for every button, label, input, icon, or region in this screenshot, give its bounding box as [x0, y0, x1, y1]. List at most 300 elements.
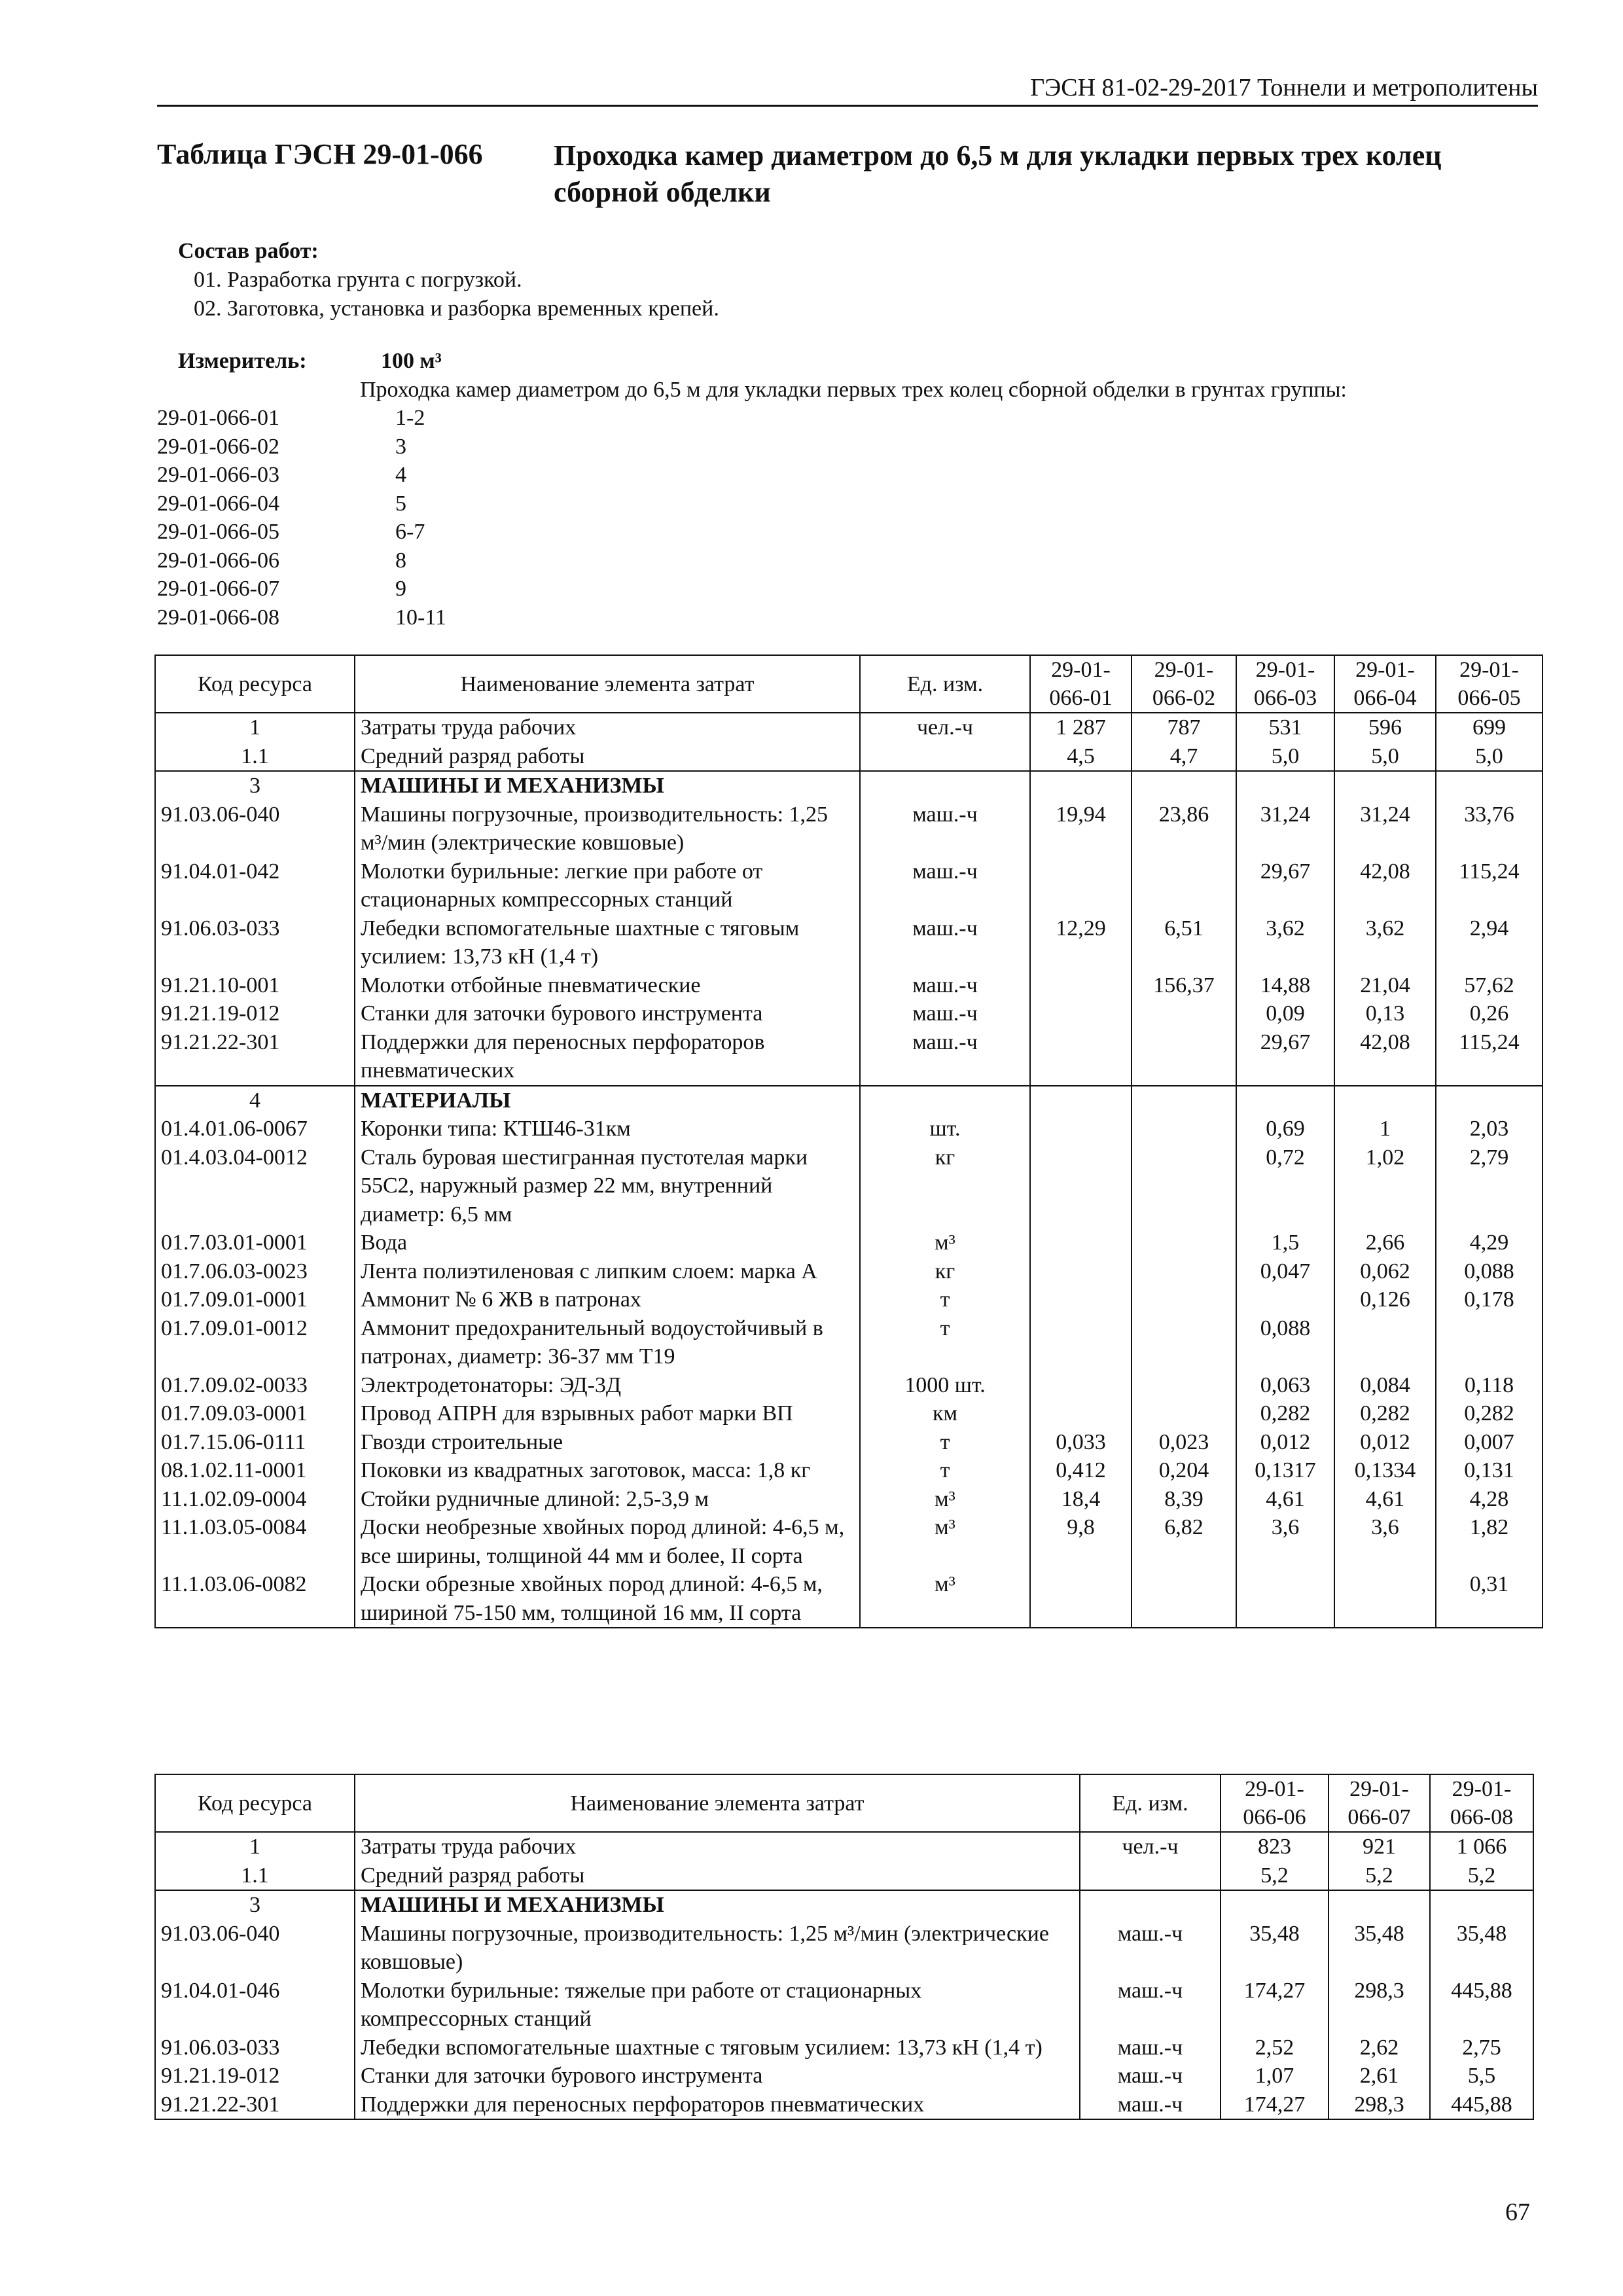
resource-code: 91.03.06-040	[155, 800, 355, 857]
header-resource-code: Код ресурса	[155, 655, 355, 713]
value-cell: 3,6	[1334, 1513, 1436, 1570]
cost-element-name: Поковки из квадратных заготовок, масса: 1,8 кг	[355, 1456, 860, 1485]
resources-table-1	[154, 655, 1543, 1628]
value-cell	[1132, 1314, 1236, 1371]
unit-cell: шт.	[860, 1115, 1030, 1143]
soil-group: 1-2	[395, 406, 425, 430]
value-cell: 1 287	[1030, 713, 1132, 742]
value-cell	[1236, 1086, 1334, 1115]
cost-element-name: Вода	[355, 1229, 860, 1257]
measure-description: Проходка камер диаметром до 6,5 м для укладки первых трех колец сборной обделки в грунтах группы:	[360, 377, 1347, 402]
resource-code: 01.4.03.04-0012	[155, 1143, 355, 1229]
section-row	[155, 1832, 1533, 1861]
table-row	[155, 1399, 1543, 1428]
value-cell: 33,76	[1436, 800, 1543, 857]
value-cell: 3,6	[1236, 1513, 1334, 1570]
value-cell	[1030, 1086, 1132, 1115]
unit-cell: т	[860, 1456, 1030, 1485]
cost-element-name: Затраты труда рабочих	[355, 1832, 1080, 1861]
value-cell: 0,204	[1132, 1456, 1236, 1485]
unit-cell: маш.-ч	[860, 914, 1030, 971]
table-row	[155, 1229, 1543, 1257]
cost-element-name: Поддержки для переносных перфораторов пневматических	[355, 1028, 860, 1086]
table-row	[155, 1028, 1543, 1086]
soil-group: 3	[395, 434, 406, 459]
resource-code: 1	[155, 713, 355, 742]
norm-code: 29-01-066-04	[157, 491, 279, 516]
table-row	[155, 1977, 1533, 2034]
value-cell: 3,62	[1236, 914, 1334, 971]
value-cell	[1030, 1371, 1132, 1400]
value-cell: 445,88	[1430, 1977, 1533, 2034]
value-cell	[1132, 1229, 1236, 1257]
measure-unit: 100 м³	[381, 349, 442, 373]
cost-element-name: Молотки отбойные пневматические	[355, 971, 860, 1000]
value-cell: 0,088	[1236, 1314, 1334, 1371]
table-row	[155, 1428, 1543, 1457]
resource-code: 91.21.19-012	[155, 2062, 355, 2090]
table-row	[155, 1920, 1533, 1977]
value-cell	[1236, 1570, 1334, 1628]
resource-code: 91.04.01-042	[155, 857, 355, 914]
value-cell: 35,48	[1430, 1920, 1533, 1977]
measure-label: Измеритель:	[178, 349, 307, 373]
cost-element-name: МАШИНЫ И МЕХАНИЗМЫ	[355, 771, 860, 800]
norm-code: 29-01-066-08	[157, 605, 279, 630]
value-cell	[1030, 971, 1132, 1000]
cost-element-name: Средний разряд работы	[355, 742, 860, 772]
value-cell: 2,52	[1221, 2034, 1329, 2062]
table-row	[155, 857, 1543, 914]
resource-code: 4	[155, 1086, 355, 1115]
value-cell: 0,088	[1436, 1257, 1543, 1286]
resource-code: 11.1.03.05-0084	[155, 1513, 355, 1570]
value-cell: 0,178	[1436, 1285, 1543, 1314]
value-cell: 596	[1334, 713, 1436, 742]
resource-code: 3	[155, 1890, 355, 1920]
value-cell: 787	[1132, 713, 1236, 742]
value-cell: 0,72	[1236, 1143, 1334, 1229]
resource-code: 08.1.02.11-0001	[155, 1456, 355, 1485]
cost-element-name: Средний разряд работы	[355, 1861, 1080, 1891]
value-cell: 0,007	[1436, 1428, 1543, 1457]
value-cell: 29,67	[1236, 857, 1334, 914]
unit-cell	[860, 771, 1030, 800]
value-cell	[1030, 1143, 1132, 1229]
value-cell: 1	[1334, 1115, 1436, 1143]
value-cell: 1,5	[1236, 1229, 1334, 1257]
header-norm-code: 29-01-066-02	[1132, 655, 1236, 713]
value-cell: 1,02	[1334, 1143, 1436, 1229]
resource-code: 01.7.09.02-0033	[155, 1371, 355, 1400]
norm-code: 29-01-066-02	[157, 434, 279, 459]
value-cell	[1030, 857, 1132, 914]
resource-code: 91.21.22-301	[155, 2090, 355, 2120]
cost-element-name: Стойки рудничные длиной: 2,5-3,9 м	[355, 1485, 860, 1514]
value-cell	[1132, 1371, 1236, 1400]
value-cell	[1132, 1028, 1236, 1086]
value-cell: 0,412	[1030, 1456, 1132, 1485]
table-row	[155, 1285, 1543, 1314]
value-cell: 4,5	[1030, 742, 1132, 772]
cost-element-name: Станки для заточки бурового инструмента	[355, 2062, 1080, 2090]
unit-cell: т	[860, 1428, 1030, 1457]
value-cell: 0,69	[1236, 1115, 1334, 1143]
value-cell: 115,24	[1436, 857, 1543, 914]
cost-element-name: Машины погрузочные, производительность: 1,25 м³/мин (электрические ковшовые)	[355, 1920, 1080, 1977]
value-cell	[1132, 1285, 1236, 1314]
value-cell: 0,084	[1334, 1371, 1436, 1400]
resource-code: 11.1.03.06-0082	[155, 1570, 355, 1628]
table-row	[155, 2034, 1533, 2062]
table-row	[155, 2090, 1533, 2120]
table-row	[155, 971, 1543, 1000]
value-cell: 4,29	[1436, 1229, 1543, 1257]
cost-element-name: Молотки бурильные: тяжелые при работе от стационарных компрессорных станций	[355, 1977, 1080, 2034]
header-norm-code: 29-01-066-06	[1221, 1774, 1329, 1832]
value-cell	[1132, 999, 1236, 1028]
unit-cell	[1080, 1890, 1221, 1920]
cost-element-name: Коронки типа: КТШ46-31км	[355, 1115, 860, 1143]
resource-code: 01.7.03.01-0001	[155, 1229, 355, 1257]
table-number: Таблица ГЭСН 29-01-066	[157, 138, 483, 170]
value-cell: 42,08	[1334, 1028, 1436, 1086]
cost-element-name: Станки для заточки бурового инструмента	[355, 999, 860, 1028]
value-cell: 14,88	[1236, 971, 1334, 1000]
unit-cell: маш.-ч	[1080, 1920, 1221, 1977]
cost-element-name: Доски необрезные хвойных пород длиной: 4-6,5 м, все ширины, толщиной 44 мм и более, II сорта	[355, 1513, 860, 1570]
value-cell	[1132, 1115, 1236, 1143]
value-cell: 31,24	[1334, 800, 1436, 857]
norm-row	[157, 547, 1538, 575]
value-cell	[1329, 1890, 1430, 1920]
value-cell	[1132, 1257, 1236, 1286]
value-cell	[1030, 999, 1132, 1028]
value-cell: 0,033	[1030, 1428, 1132, 1457]
value-cell: 21,04	[1334, 971, 1436, 1000]
value-cell: 5,2	[1221, 1861, 1329, 1891]
header-cost-element: Наименование элемента затрат	[355, 1774, 1080, 1832]
section-row	[155, 713, 1543, 742]
unit-cell: км	[860, 1399, 1030, 1428]
unit-cell: м³	[860, 1485, 1030, 1514]
value-cell	[1132, 1399, 1236, 1428]
value-cell: 5,5	[1430, 2062, 1533, 2090]
soil-group: 5	[395, 491, 406, 516]
value-cell: 115,24	[1436, 1028, 1543, 1086]
header-norm-code: 29-01-066-01	[1030, 655, 1132, 713]
value-cell: 5,0	[1334, 742, 1436, 772]
value-cell: 0,047	[1236, 1257, 1334, 1286]
table-row	[155, 1371, 1543, 1400]
section-row	[155, 1861, 1533, 1891]
section-row	[155, 1086, 1543, 1115]
section-row	[155, 771, 1543, 800]
value-cell: 0,023	[1132, 1428, 1236, 1457]
section-row	[155, 1890, 1533, 1920]
cost-element-name: Поддержки для переносных перфораторов пневматических	[355, 2090, 1080, 2120]
cost-element-name: МАТЕРИАЛЫ	[355, 1086, 860, 1115]
cost-element-name: Затраты труда рабочих	[355, 713, 860, 742]
resources-table-2	[154, 1774, 1534, 2120]
resource-code: 3	[155, 771, 355, 800]
norm-code: 29-01-066-07	[157, 577, 279, 601]
table-row	[155, 1485, 1543, 1514]
unit-cell: маш.-ч	[860, 971, 1030, 1000]
value-cell: 4,28	[1436, 1485, 1543, 1514]
value-cell	[1030, 1314, 1132, 1371]
value-cell	[1030, 1115, 1132, 1143]
value-cell	[1132, 1086, 1236, 1115]
value-cell: 2,62	[1329, 2034, 1430, 2062]
norm-row	[157, 433, 1538, 461]
table-row	[155, 1115, 1543, 1143]
cost-element-name: Молотки бурильные: легкие при работе от стационарных компрессорных станций	[355, 857, 860, 914]
unit-cell: маш.-ч	[1080, 2062, 1221, 2090]
unit-cell: м³	[860, 1513, 1030, 1570]
unit-cell: т	[860, 1314, 1030, 1371]
value-cell: 0,26	[1436, 999, 1543, 1028]
resource-code: 11.1.02.09-0004	[155, 1485, 355, 1514]
value-cell	[1236, 771, 1334, 800]
measure-block	[157, 347, 1538, 632]
value-cell	[1132, 1143, 1236, 1229]
norm-code: 29-01-066-06	[157, 548, 279, 573]
resource-code: 91.03.06-040	[155, 1920, 355, 1977]
value-cell	[1030, 1570, 1132, 1628]
value-cell: 0,1334	[1334, 1456, 1436, 1485]
value-cell: 1,07	[1221, 2062, 1329, 2090]
resource-code: 01.7.15.06-0111	[155, 1428, 355, 1457]
value-cell: 18,4	[1030, 1485, 1132, 1514]
soil-group: 10-11	[395, 605, 447, 630]
value-cell: 0,282	[1236, 1399, 1334, 1428]
value-cell: 2,61	[1329, 2062, 1430, 2090]
value-cell	[1030, 1257, 1132, 1286]
value-cell: 31,24	[1236, 800, 1334, 857]
unit-cell: маш.-ч	[860, 800, 1030, 857]
value-cell: 2,66	[1334, 1229, 1436, 1257]
norm-row	[157, 575, 1538, 603]
table-row	[155, 2062, 1533, 2090]
resource-code: 91.21.19-012	[155, 999, 355, 1028]
value-cell: 2,94	[1436, 914, 1543, 971]
unit-cell: маш.-ч	[1080, 1977, 1221, 2034]
value-cell: 42,08	[1334, 857, 1436, 914]
resource-code: 91.06.03-033	[155, 2034, 355, 2062]
value-cell: 298,3	[1329, 2090, 1430, 2120]
value-cell: 35,48	[1329, 1920, 1430, 1977]
unit-cell: 1000 шт.	[860, 1371, 1030, 1400]
value-cell: 0,131	[1436, 1456, 1543, 1485]
value-cell: 57,62	[1436, 971, 1543, 1000]
unit-cell: кг	[860, 1143, 1030, 1229]
value-cell	[1030, 1285, 1132, 1314]
value-cell: 1 066	[1430, 1832, 1533, 1861]
norm-row	[157, 490, 1538, 518]
norm-row	[157, 461, 1538, 490]
table-row	[155, 1314, 1543, 1371]
norm-code: 29-01-066-03	[157, 463, 279, 487]
value-cell: 2,79	[1436, 1143, 1543, 1229]
header-norm-code: 29-01-066-05	[1436, 655, 1543, 713]
value-cell: 5,2	[1329, 1861, 1430, 1891]
table-row	[155, 1143, 1543, 1229]
table-row	[155, 999, 1543, 1028]
cost-element-name: Провод АПРН для взрывных работ марки ВП	[355, 1399, 860, 1428]
resource-code: 91.21.22-301	[155, 1028, 355, 1086]
table-row	[155, 1570, 1543, 1628]
header-cost-element: Наименование элемента затрат	[355, 655, 860, 713]
value-cell: 2,03	[1436, 1115, 1543, 1143]
work-item: 02. Заготовка, установка и разборка временных крепей.	[194, 296, 719, 321]
value-cell: 35,48	[1221, 1920, 1329, 1977]
value-cell: 0,118	[1436, 1371, 1543, 1400]
norm-row	[157, 404, 1538, 433]
value-cell: 0,063	[1236, 1371, 1334, 1400]
unit-cell: чел.-ч	[860, 713, 1030, 742]
table-row	[155, 800, 1543, 857]
resource-code: 91.04.01-046	[155, 1977, 355, 2034]
header-norm-code: 29-01-066-08	[1430, 1774, 1533, 1832]
value-cell	[1334, 1314, 1436, 1371]
value-cell	[1132, 771, 1236, 800]
cost-element-name: Аммонит № 6 ЖВ в патронах	[355, 1285, 860, 1314]
value-cell: 298,3	[1329, 1977, 1430, 2034]
value-cell: 4,61	[1236, 1485, 1334, 1514]
cost-element-name: Лента полиэтиленовая с липким слоем: марка А	[355, 1257, 860, 1286]
value-cell: 19,94	[1030, 800, 1132, 857]
resource-code: 01.7.09.03-0001	[155, 1399, 355, 1428]
work-item: 01. Разработка грунта с погрузкой.	[194, 268, 522, 292]
value-cell: 445,88	[1430, 2090, 1533, 2120]
value-cell: 9,8	[1030, 1513, 1132, 1570]
header-norm-code: 29-01-066-04	[1334, 655, 1436, 713]
table-row	[155, 1257, 1543, 1286]
unit-cell	[1080, 1861, 1221, 1891]
value-cell	[1436, 1086, 1543, 1115]
unit-cell: маш.-ч	[1080, 2034, 1221, 2062]
resource-code: 1.1	[155, 1861, 355, 1891]
norm-list	[157, 404, 1538, 632]
resource-code: 01.7.06.03-0023	[155, 1257, 355, 1286]
value-cell: 699	[1436, 713, 1543, 742]
work-composition-heading: Состав работ:	[178, 239, 319, 263]
table-row	[155, 1513, 1543, 1570]
value-cell	[1436, 1314, 1543, 1371]
unit-cell: м³	[860, 1570, 1030, 1628]
cost-element-name: Доски обрезные хвойных пород длиной: 4-6,5 м, шириной 75-150 мм, толщиной 16 мм, II сорта	[355, 1570, 860, 1628]
resource-code: 91.06.03-033	[155, 914, 355, 971]
table-row	[155, 914, 1543, 971]
value-cell: 4,7	[1132, 742, 1236, 772]
value-cell	[1030, 1399, 1132, 1428]
resource-code: 01.4.01.06-0067	[155, 1115, 355, 1143]
value-cell	[1132, 1570, 1236, 1628]
value-cell: 0,012	[1334, 1428, 1436, 1457]
norm-row	[157, 603, 1538, 632]
value-cell: 0,13	[1334, 999, 1436, 1028]
value-cell: 5,0	[1236, 742, 1334, 772]
work-composition	[178, 237, 719, 323]
value-cell: 921	[1329, 1832, 1430, 1861]
value-cell: 0,126	[1334, 1285, 1436, 1314]
value-cell	[1334, 1086, 1436, 1115]
table-heading: Проходка камер диаметром до 6,5 м для укладки первых трех колец сборной обделки	[554, 139, 1442, 208]
resource-code: 1	[155, 1832, 355, 1861]
unit-cell: маш.-ч	[860, 857, 1030, 914]
value-cell	[1030, 1229, 1132, 1257]
unit-cell: м³	[860, 1229, 1030, 1257]
value-cell: 156,37	[1132, 971, 1236, 1000]
value-cell: 4,61	[1334, 1485, 1436, 1514]
soil-group: 8	[395, 548, 406, 573]
value-cell	[1334, 771, 1436, 800]
cost-element-name: Лебедки вспомогательные шахтные с тяговым усилием: 13,73 кН (1,4 т)	[355, 914, 860, 971]
cost-element-name: Гвозди строительные	[355, 1428, 860, 1457]
running-header: ГЭСН 81-02-29-2017 Тоннели и метрополитены	[157, 73, 1538, 107]
value-cell: 0,09	[1236, 999, 1334, 1028]
header-unit: Ед. изм.	[860, 655, 1030, 713]
unit-cell: кг	[860, 1257, 1030, 1286]
value-cell: 23,86	[1132, 800, 1236, 857]
unit-cell	[860, 742, 1030, 772]
value-cell	[1236, 1285, 1334, 1314]
soil-group: 9	[395, 577, 406, 601]
unit-cell: маш.-ч	[860, 1028, 1030, 1086]
value-cell: 531	[1236, 713, 1334, 742]
value-cell	[1430, 1890, 1533, 1920]
resource-code: 01.7.09.01-0012	[155, 1314, 355, 1371]
value-cell	[1030, 771, 1132, 800]
cost-element-name: Машины погрузочные, производительность: 1,25 м³/мин (электрические ковшовые)	[355, 800, 860, 857]
soil-group: 6-7	[395, 520, 425, 544]
value-cell	[1221, 1890, 1329, 1920]
norm-code: 29-01-066-01	[157, 406, 279, 430]
norm-row	[157, 518, 1538, 547]
resource-code: 1.1	[155, 742, 355, 772]
value-cell: 174,27	[1221, 2090, 1329, 2120]
resource-code: 91.21.10-001	[155, 971, 355, 1000]
section-row	[155, 742, 1543, 772]
value-cell: 823	[1221, 1832, 1329, 1861]
value-cell: 0,31	[1436, 1570, 1543, 1628]
value-cell: 5,2	[1430, 1861, 1533, 1891]
cost-element-name: Электродетонаторы: ЭД-3Д	[355, 1371, 860, 1400]
table-row	[155, 1456, 1543, 1485]
unit-cell: т	[860, 1285, 1030, 1314]
resource-code: 01.7.09.01-0001	[155, 1285, 355, 1314]
value-cell: 6,51	[1132, 914, 1236, 971]
cost-element-name: Аммонит предохранительный водоустойчивый в патронах, диаметр: 36-37 мм Т19	[355, 1314, 860, 1371]
page-number: 67	[1505, 2198, 1530, 2226]
value-cell: 6,82	[1132, 1513, 1236, 1570]
unit-cell	[860, 1086, 1030, 1115]
value-cell: 0,062	[1334, 1257, 1436, 1286]
unit-cell: маш.-ч	[1080, 2090, 1221, 2120]
value-cell: 0,282	[1334, 1399, 1436, 1428]
value-cell	[1132, 857, 1236, 914]
value-cell: 8,39	[1132, 1485, 1236, 1514]
norm-code: 29-01-066-05	[157, 520, 279, 544]
value-cell: 2,75	[1430, 2034, 1533, 2062]
value-cell: 12,29	[1030, 914, 1132, 971]
header-norm-code: 29-01-066-03	[1236, 655, 1334, 713]
unit-cell: чел.-ч	[1080, 1832, 1221, 1861]
value-cell: 1,82	[1436, 1513, 1543, 1570]
value-cell	[1334, 1570, 1436, 1628]
value-cell: 29,67	[1236, 1028, 1334, 1086]
